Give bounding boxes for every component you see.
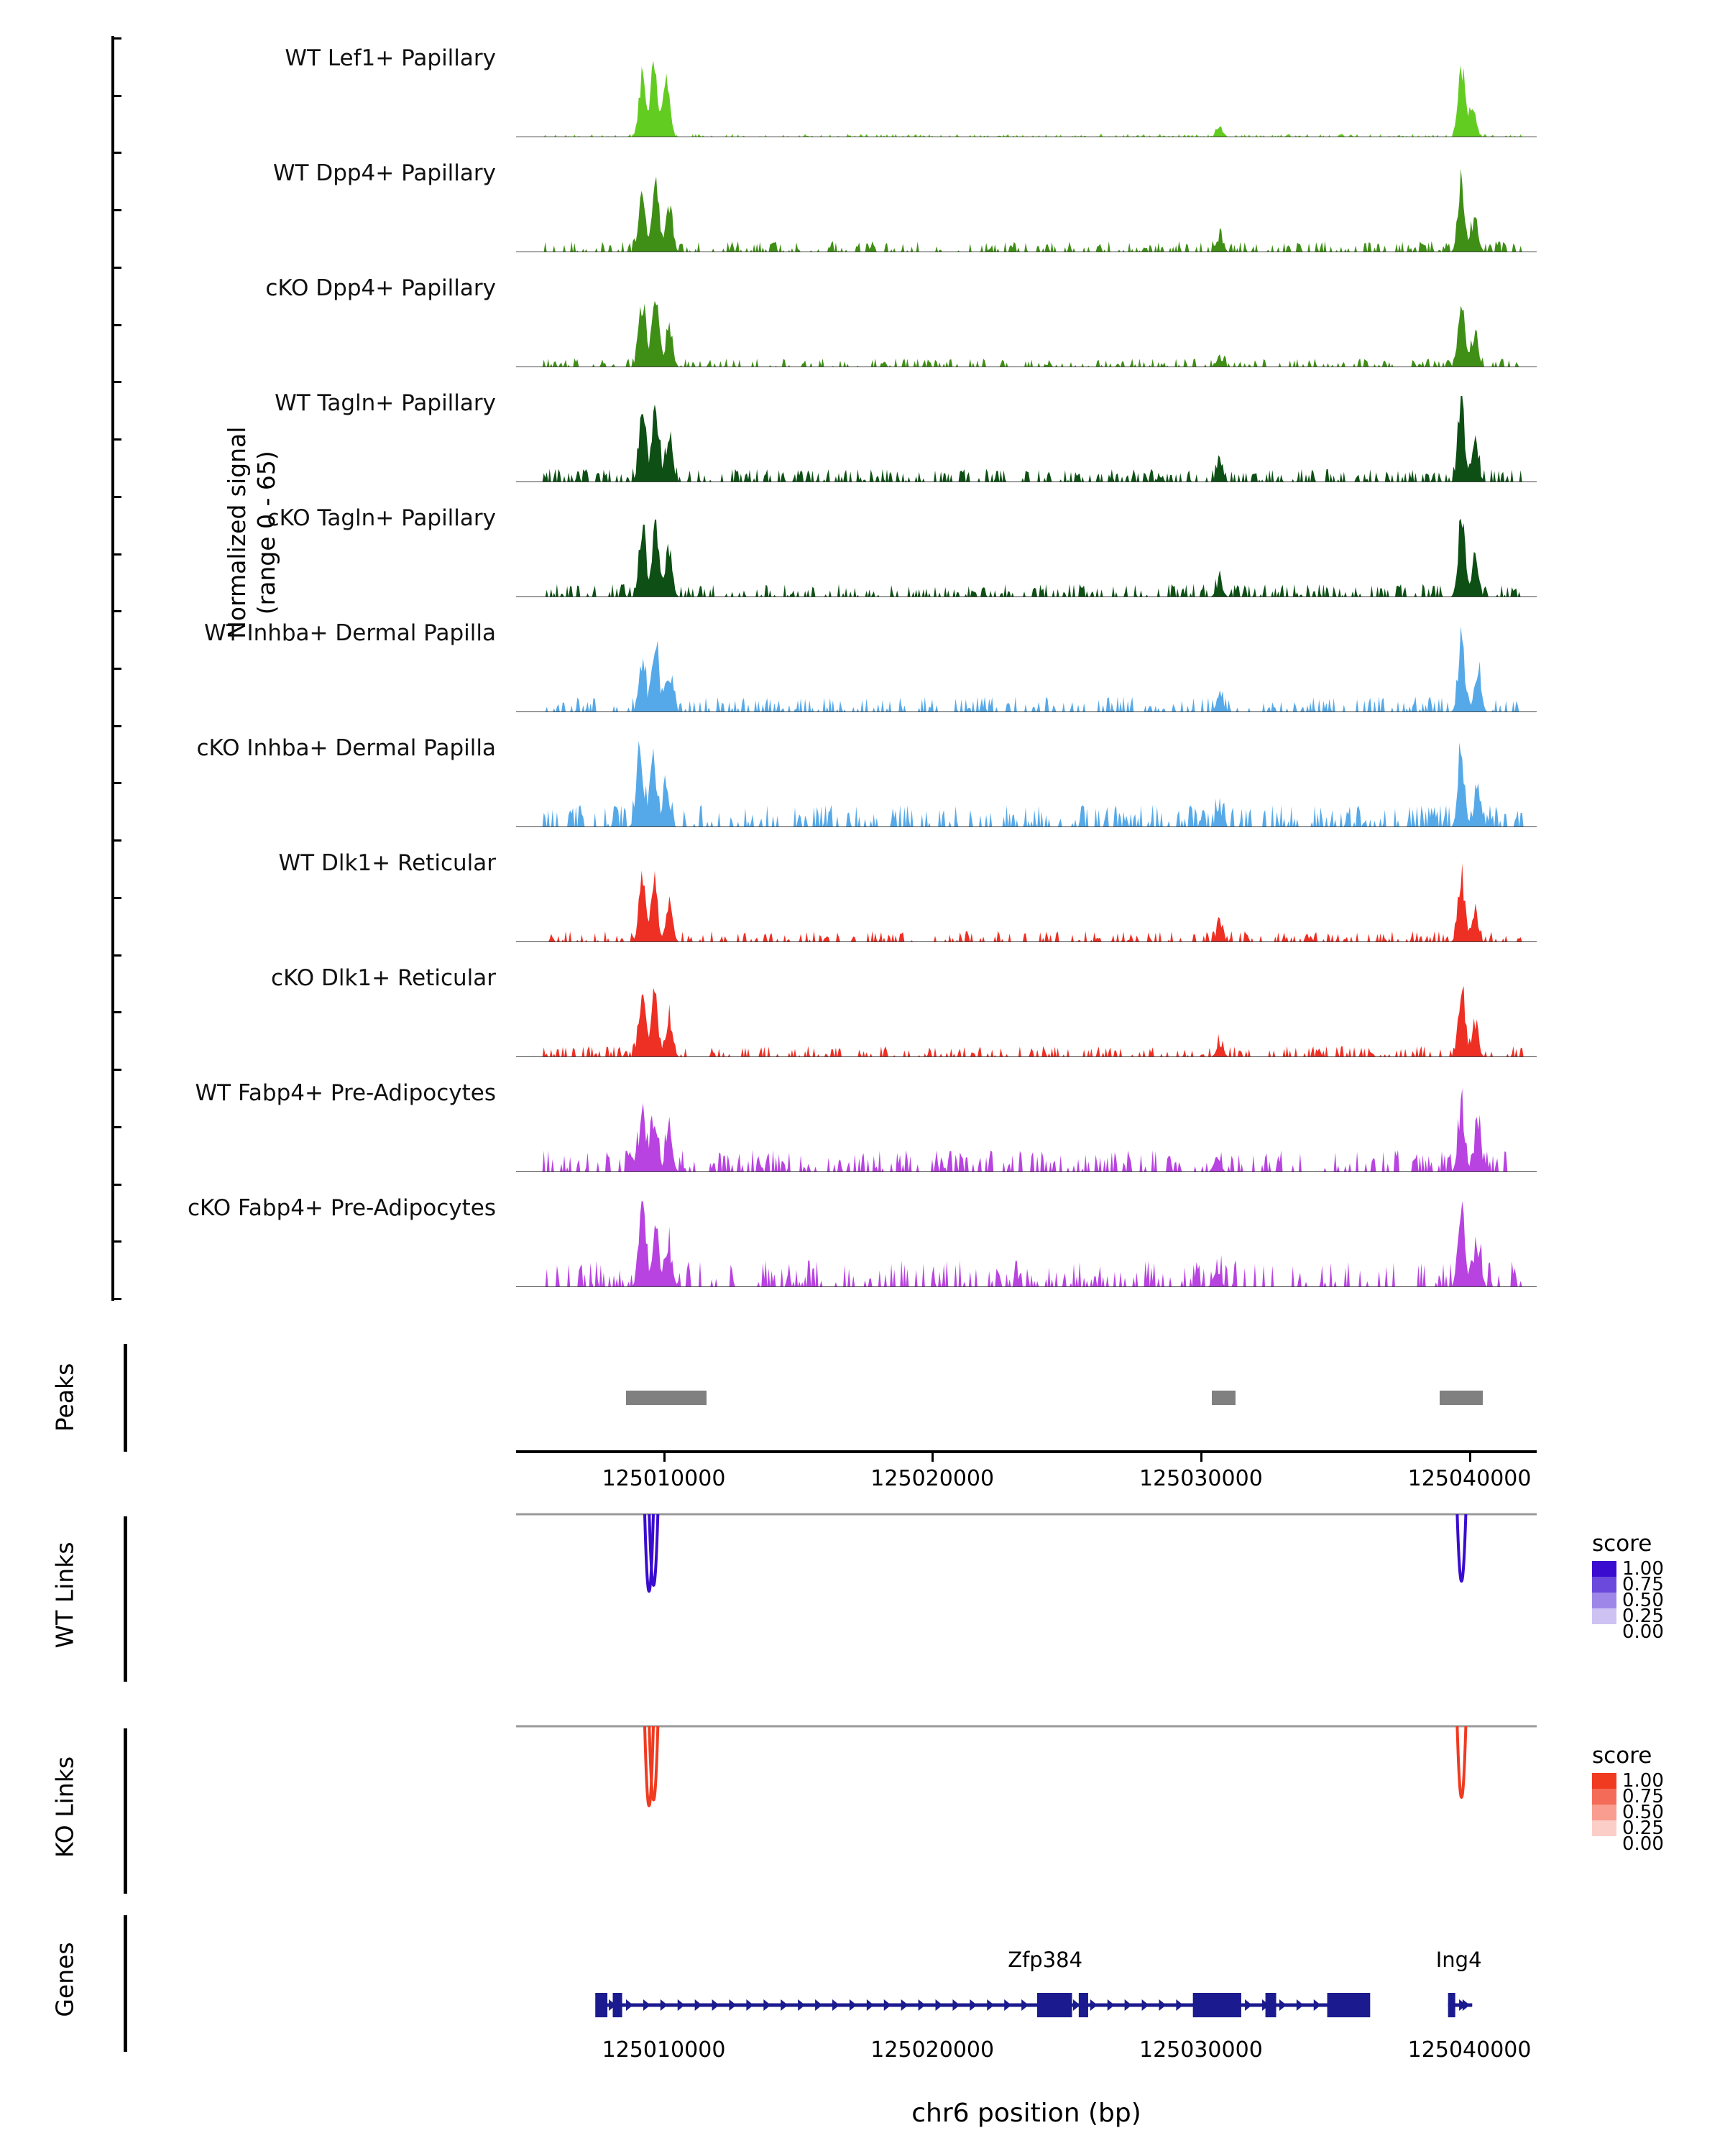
genes-track bbox=[516, 1926, 1537, 2041]
x-axis-tick bbox=[932, 1453, 934, 1462]
coverage-track-plot bbox=[516, 281, 1537, 367]
legend-tick-label: 0.00 bbox=[1622, 1621, 1664, 1643]
coverage-track bbox=[0, 32, 1725, 147]
genes-panel bbox=[0, 1912, 1725, 2091]
legend-color-swatch bbox=[1592, 1608, 1616, 1624]
gene-label: Zfp384 bbox=[1008, 1948, 1083, 1972]
coverage-track-label: cKO Inhba+ Dermal Papilla bbox=[196, 735, 496, 761]
gene-strand-arrow bbox=[901, 1999, 908, 2011]
gene-strand-arrow bbox=[936, 1999, 943, 2011]
legend-title: score bbox=[1592, 1531, 1652, 1557]
gene-strand-arrow bbox=[1090, 1999, 1098, 2011]
legend-color-swatch bbox=[1592, 1789, 1616, 1805]
genes-panel-label: Genes bbox=[50, 1942, 79, 2017]
legend-color-swatch bbox=[1592, 1593, 1616, 1608]
gene-strand-arrow bbox=[763, 1999, 770, 2011]
x-axis-tick bbox=[1469, 1453, 1471, 1462]
gene-strand-arrow bbox=[884, 1999, 891, 2011]
coverage-track bbox=[0, 1067, 1725, 1182]
coverage-track-label: WT Inhba+ Dermal Papilla bbox=[204, 620, 496, 646]
gene-strand-arrow bbox=[815, 1999, 822, 2011]
ko-links-legend bbox=[1592, 1743, 1725, 1855]
coverage-track-label: cKO Tagln+ Papillary bbox=[267, 505, 496, 531]
legend-tick-label: 0.50 bbox=[1622, 1802, 1664, 1823]
legend-tick-label: 0.75 bbox=[1622, 1574, 1664, 1595]
ko-links-panel-label: KO Links bbox=[50, 1756, 79, 1858]
y-axis-label-line1: Normalized signal bbox=[222, 426, 251, 639]
legend-color-swatch bbox=[1592, 1773, 1616, 1789]
x-axis-tick bbox=[1200, 1453, 1202, 1462]
gene-strand-arrow bbox=[695, 1999, 702, 2011]
peaks-x-axis-line bbox=[516, 1450, 1537, 1453]
gene-strand-arrow bbox=[626, 1999, 633, 2011]
gene-exon bbox=[1266, 1993, 1276, 2017]
x-axis-tick-label: 125030000 bbox=[1138, 1466, 1263, 1491]
legend-tick-label: 0.50 bbox=[1622, 1590, 1664, 1611]
wt-links-plot bbox=[516, 1513, 1537, 1689]
gene-strand-arrow bbox=[832, 1999, 840, 2011]
gene-strand-arrow bbox=[746, 1999, 753, 2011]
legend-row bbox=[1592, 1833, 1725, 1855]
gene-strand-arrow bbox=[1297, 1999, 1304, 2011]
gene-strand-arrow bbox=[1004, 1999, 1011, 2011]
wt-links-legend bbox=[1592, 1531, 1725, 1643]
coverage-track bbox=[0, 952, 1725, 1067]
gene-strand-arrow bbox=[1176, 1999, 1183, 2011]
gene-strand-arrow bbox=[661, 1999, 668, 2011]
x-axis-tick-label: 125030000 bbox=[1138, 2037, 1263, 2063]
legend-color-swatch bbox=[1592, 1577, 1616, 1593]
ko-links-panel bbox=[0, 1718, 1725, 1912]
gene-strand-arrow bbox=[678, 1999, 685, 2011]
coverage-track bbox=[0, 1182, 1725, 1297]
coverage-track-label: WT Tagln+ Papillary bbox=[275, 390, 496, 416]
peak-region bbox=[626, 1391, 707, 1405]
coverage-track bbox=[0, 722, 1725, 837]
gene-strand-arrow bbox=[952, 1999, 960, 2011]
x-axis-title: chr6 position (bp) bbox=[911, 2099, 1141, 2128]
gene-exon bbox=[613, 1993, 622, 2017]
gene-exon bbox=[1079, 1993, 1088, 2017]
legend-color-swatch bbox=[1592, 1820, 1616, 1836]
x-axis-tick-label: 125020000 bbox=[870, 1466, 995, 1491]
gene-strand-arrow bbox=[781, 1999, 788, 2011]
ko-links-axis-spine bbox=[124, 1728, 127, 1894]
coverage-track-label: WT Lef1+ Papillary bbox=[285, 45, 496, 71]
gene-strand-arrow bbox=[798, 1999, 805, 2011]
coverage-track bbox=[0, 262, 1725, 377]
gene-strand-arrow bbox=[730, 1999, 737, 2011]
gene-strand-arrow bbox=[1021, 1999, 1029, 2011]
coverage-track-plot bbox=[516, 396, 1537, 482]
coverage-track bbox=[0, 837, 1725, 952]
coverage-track-plot bbox=[516, 741, 1537, 827]
x-axis-tick-label: 125040000 bbox=[1407, 1466, 1532, 1491]
x-axis-tick-label: 125010000 bbox=[602, 1466, 726, 1491]
y-axis-tick bbox=[111, 1298, 121, 1300]
legend-color-swatch bbox=[1592, 1805, 1616, 1820]
coverage-track-plot bbox=[516, 51, 1537, 137]
link-arc bbox=[1457, 1726, 1466, 1797]
gene-strand-arrow bbox=[643, 1999, 650, 2011]
gene-label: Ing4 bbox=[1435, 1948, 1482, 1972]
legend-tick-label: 0.00 bbox=[1622, 1833, 1664, 1855]
x-axis-tick-label: 125020000 bbox=[870, 2037, 995, 2063]
peak-region bbox=[1440, 1391, 1483, 1405]
legend-color-swatch bbox=[1592, 1836, 1616, 1852]
gene-strand-arrow bbox=[987, 1999, 994, 2011]
legend-tick-label: 1.00 bbox=[1622, 1770, 1664, 1792]
gene-strand-arrow bbox=[850, 1999, 857, 2011]
wt-links-panel bbox=[0, 1506, 1725, 1700]
legend-color-swatch bbox=[1592, 1561, 1616, 1577]
gene-exon bbox=[1037, 1993, 1072, 2017]
gene-strand-arrow bbox=[1159, 1999, 1167, 2011]
coverage-track bbox=[0, 147, 1725, 262]
legend-title: score bbox=[1592, 1743, 1652, 1769]
x-axis-tick bbox=[663, 1453, 666, 1462]
gene-strand-arrow bbox=[1245, 1999, 1252, 2011]
coverage-track-label: WT Dpp4+ Papillary bbox=[272, 160, 496, 186]
legend-tick-label: 1.00 bbox=[1622, 1558, 1664, 1580]
coverage-track-plot bbox=[516, 511, 1537, 597]
coverage-track bbox=[0, 607, 1725, 722]
coverage-track-plot bbox=[516, 1201, 1537, 1287]
gene-strand-arrow bbox=[1463, 1999, 1470, 2011]
coverage-track-label: WT Dlk1+ Reticular bbox=[278, 850, 496, 876]
gene-strand-arrow bbox=[1279, 1999, 1287, 2011]
gene-strand-arrow bbox=[970, 1999, 977, 2011]
peaks-axis-spine bbox=[124, 1344, 127, 1452]
wt-links-panel-label: WT Links bbox=[50, 1542, 79, 1649]
legend-tick-label: 0.25 bbox=[1622, 1818, 1664, 1839]
legend-tick-label: 0.25 bbox=[1622, 1606, 1664, 1627]
gene-strand-arrow bbox=[919, 1999, 926, 2011]
x-axis-tick-label: 125040000 bbox=[1407, 2037, 1532, 2063]
gene-strand-arrow bbox=[1108, 1999, 1115, 2011]
ko-links-plot bbox=[516, 1725, 1537, 1901]
gene-exon bbox=[1328, 1993, 1371, 2017]
coverage-track-label: cKO Dpp4+ Papillary bbox=[265, 275, 496, 301]
gene-strand-arrow bbox=[1125, 1999, 1132, 2011]
gene-strand-arrow bbox=[712, 1999, 719, 2011]
x-axis-tick-label: 125010000 bbox=[602, 2037, 726, 2063]
legend-row bbox=[1592, 1621, 1725, 1643]
coverage-track-plot bbox=[516, 856, 1537, 942]
peaks-panel bbox=[0, 1333, 1725, 1491]
peak-region bbox=[1212, 1391, 1236, 1405]
coverage-track bbox=[0, 377, 1725, 492]
gene-exon bbox=[595, 1993, 607, 2017]
gene-exon bbox=[1193, 1993, 1241, 2017]
legend-tick-label: 0.75 bbox=[1622, 1786, 1664, 1807]
coverage-track-label: WT Fabp4+ Pre-Adipocytes bbox=[195, 1080, 496, 1106]
gene-strand-arrow bbox=[1142, 1999, 1149, 2011]
legend-color-swatch bbox=[1592, 1624, 1616, 1640]
coverage-track bbox=[0, 492, 1725, 607]
gene-strand-arrow bbox=[1314, 1999, 1321, 2011]
link-arc bbox=[1457, 1514, 1466, 1581]
gene-strand-arrow bbox=[867, 1999, 874, 2011]
coverage-track-label: cKO Fabp4+ Pre-Adipocytes bbox=[188, 1195, 496, 1221]
peaks-panel-label: Peaks bbox=[50, 1363, 79, 1432]
coverage-track-plot bbox=[516, 971, 1537, 1057]
y-axis-label-line2: (range 0 - 65) bbox=[252, 451, 280, 615]
genes-axis-spine bbox=[124, 1915, 127, 2052]
coverage-track-plot bbox=[516, 626, 1537, 712]
gene-exon bbox=[1448, 1993, 1455, 2017]
coverage-track-plot bbox=[516, 1086, 1537, 1172]
wt-links-axis-spine bbox=[124, 1516, 127, 1682]
coverage-track-label: cKO Dlk1+ Reticular bbox=[271, 965, 496, 991]
coverage-track-plot bbox=[516, 166, 1537, 252]
